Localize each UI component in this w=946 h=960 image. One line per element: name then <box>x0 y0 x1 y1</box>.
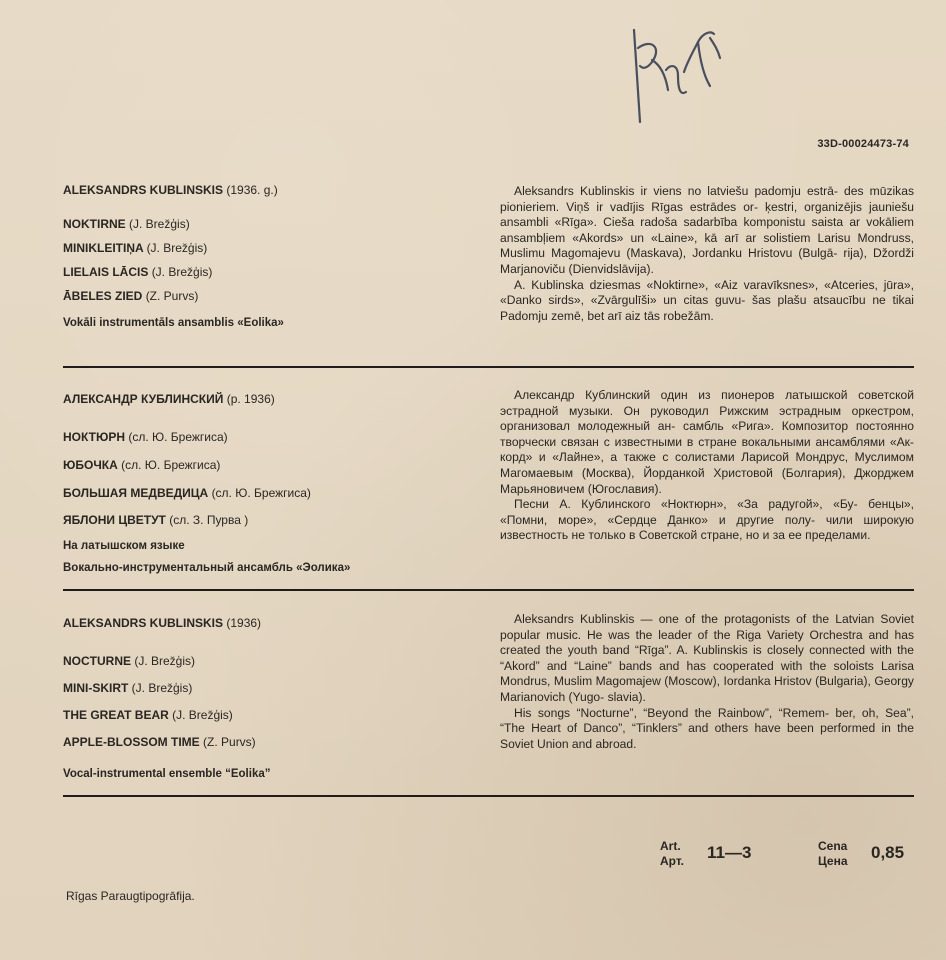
ensemble-credit: Vocal-instrumental ensemble “Eolika” <box>63 768 271 780</box>
section-latvian-description <box>500 184 914 324</box>
catalog-number: 33D-00024473-74 <box>817 138 909 150</box>
section-english-description <box>500 612 914 752</box>
price-value: 0,85 <box>871 843 905 862</box>
track-item: THE GREAT BEAR (J. Brežģis) <box>63 708 233 722</box>
track-item: NOCTURNE (J. Brežģis) <box>63 654 196 668</box>
section-russian-description <box>500 388 914 544</box>
article-number: 11—3 <box>707 843 752 862</box>
description-paragraph: A. Kublinska dziesmas «Noktirne», «Aiz varavīksnes», «Atceries, jūra», «Danko sirds», «Zvārgulīši» un citas guvu- šas plašu atsaucību ne tikai Padomju zemē, bet arī aiz tās robežām. <box>500 277 914 323</box>
ensemble-credit: Вокально-инструментальный ансамбль «Эолика» <box>63 562 351 574</box>
description-paragraph: Aleksandrs Kublinskis ir viens no latviešu padomju estrā- des mūzikas pionieriem. Viņš ir vadījis Rīgas estrādes or- ķestri, organizējis jauniešu ansambli «Rīga». Cieša radoša sadarbība komponistu saista ar vokāliem ansambļiem «Akords» un «Laine», kā arī ar solistiem Larisu Mondruss, Muslimu Magomajevu (Maskava), Jordanku Hristovu (Bulgā- rija), Džordži Marjanoviču (Dienvidslāvija). <box>500 184 914 276</box>
track-item: LIELAIS LĀCIS (J. Brežģis) <box>63 265 213 279</box>
composer-heading: ALEKSANDRS KUBLINSKIS (1936. g.) <box>63 183 278 197</box>
description-paragraph: Песни А. Кублинского «Ноктюрн», «За радугой», «Бу- бенцы», «Помни, море», «Сердце Данко» и другие полу- чили широкую известность не только в Советской стране, но и за ее пределами. <box>500 497 914 543</box>
section-divider <box>63 589 914 591</box>
handwritten-signature <box>622 20 732 130</box>
track-item: MINIKLEITIŅA (J. Brežģis) <box>63 241 208 255</box>
track-item: NOKTIRNE (J. Brežģis) <box>63 217 190 231</box>
section-divider <box>63 795 914 797</box>
description-paragraph: Александр Кублинский один из пионеров латышской советской эстрадной музыки. Он руководил Рижским эстрадным оркестром, организовал молодежный ан- самбль «Рига». Композитор постоянно творчески связан с известными в стране вокальными ансамблями «Ак- корд» и «Лайне», а также с солистами Ларисой Мондрус, Муслимом Магомаевым (Москва), Йорданкой Христовой (Болгария), Джорджем Марьяновичем (Югославия). <box>500 388 914 496</box>
track-item: НОКТЮРН (сл. Ю. Брежгиса) <box>63 430 228 444</box>
article-label: Art. Арт. <box>660 839 684 868</box>
ensemble-credit: Vokāli instrumentāls ansamblis «Eolika» <box>63 317 284 329</box>
section-divider <box>63 366 914 368</box>
price-label: Cena Цена <box>818 839 848 868</box>
composer-heading: ALEKSANDRS KUBLINSKIS (1936) <box>63 616 262 630</box>
description-paragraph: His songs “Nocturne”, “Beyond the Rainbow”, “Remem- ber, oh, Sea”, “The Heart of Danco”, “Tinklers” and others have been performed in the Soviet Union and abroad. <box>500 705 914 751</box>
language-note: На латышском языке <box>63 540 185 552</box>
track-item: БОЛЬШАЯ МЕДВЕДИЦА (сл. Ю. Брежгиса) <box>63 486 311 500</box>
printer-credit: Rīgas Paraugtipogrāfija. <box>66 889 195 903</box>
track-item: ЯБЛОНИ ЦВЕТУТ (сл. З. Пурва ) <box>63 513 249 527</box>
track-item: ĀBELES ZIED (Z. Purvs) <box>63 289 199 303</box>
description-paragraph: Aleksandrs Kublinskis — one of the protagonists of the Latvian Soviet popular music. He was the leader of the Riga Variety Orchestra and has created the youth band “Rīga”. A. Kublinskis is closely connected with the “Akord” and “Laine” bands and has cooperated with the soloists Larisa Mondrus, Muslim Magomajew (Moscow), Iordanka Hristov (Bulgaria), Georgy Marianovich (Yugo- slavia). <box>500 612 914 704</box>
track-item: MINI-SKIRT (J. Brežģis) <box>63 681 193 695</box>
composer-heading: АЛЕКСАНДР КУБЛИНСКИЙ (р. 1936) <box>63 392 275 406</box>
track-item: APPLE-BLOSSOM TIME (Z. Purvs) <box>63 735 256 749</box>
track-item: ЮБОЧКА (сл. Ю. Брежгиса) <box>63 458 221 472</box>
